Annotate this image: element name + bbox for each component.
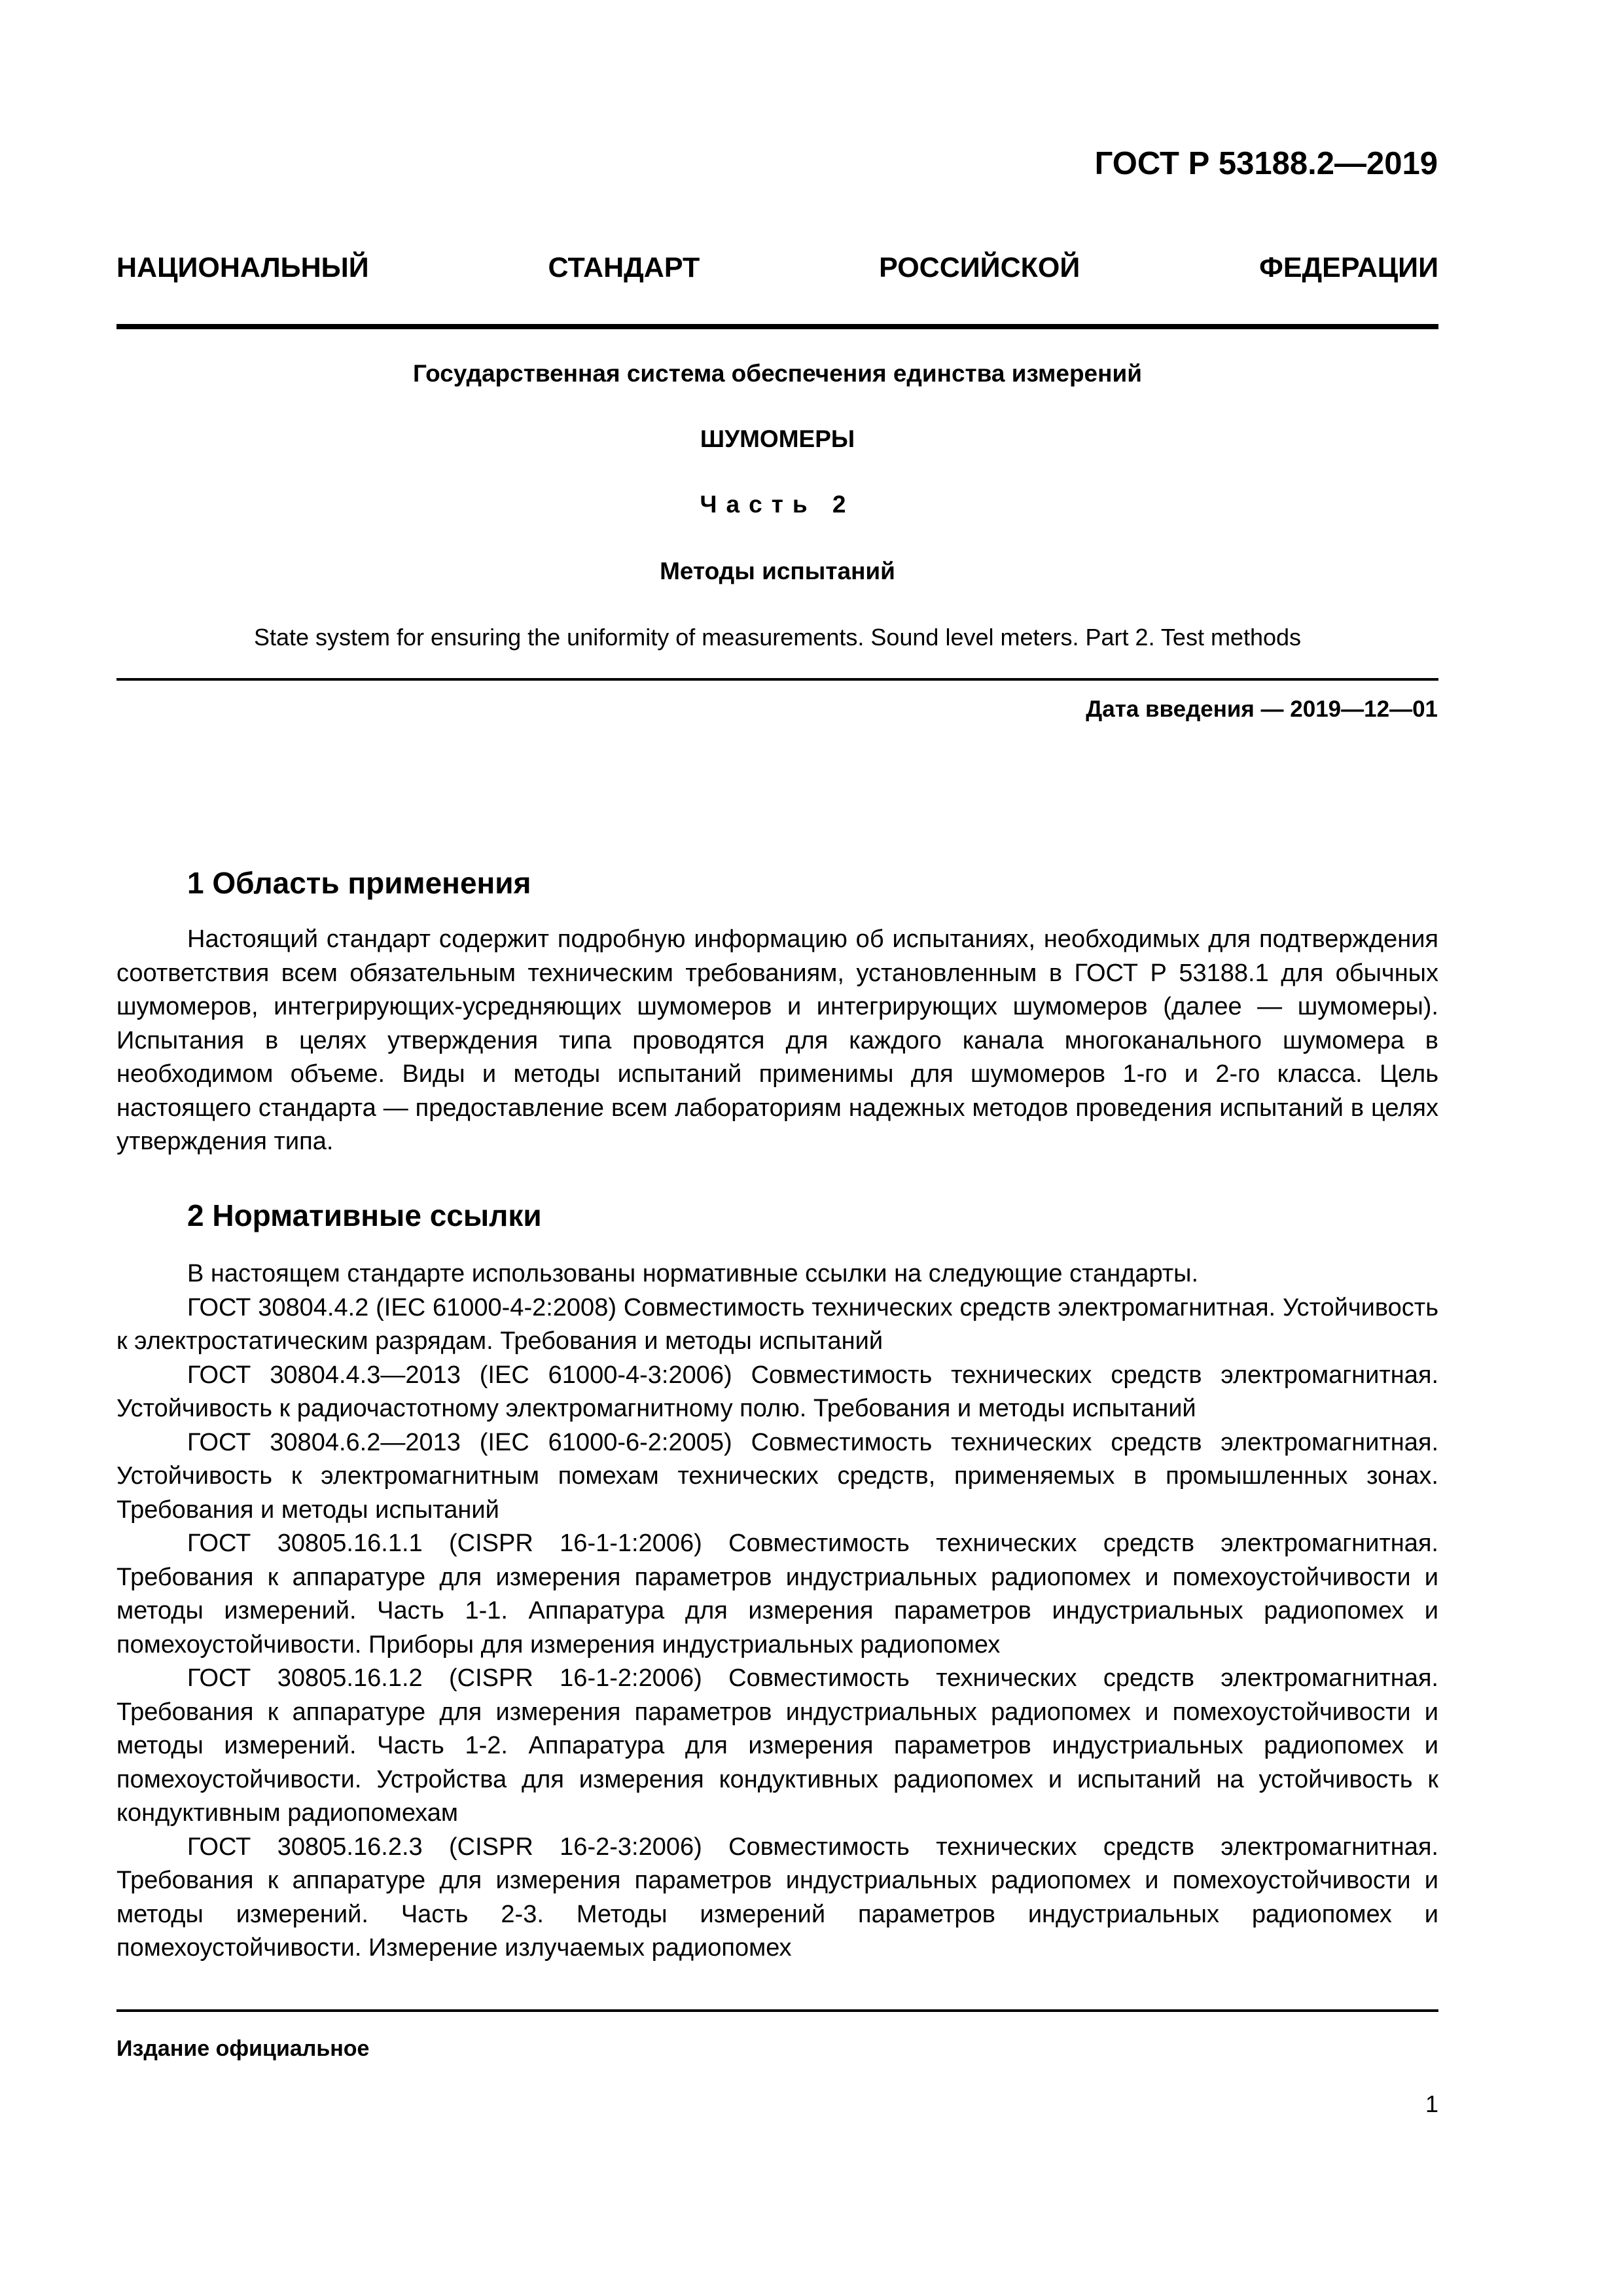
section-2-paragraph: ГОСТ 30805.16.1.2 (CISPR 16-1-2:2006) Совместимость технических средств электромагнитная. Требования к аппаратуре для измерения параметров индустриальных радиопомех и помехоустойчивости и методы измерений. Часть 1-2. Аппаратура для измерения параметров индустриальных радиопомех и помехоустойчивости. Устройства для измерения кондуктивных радиопомех и испытаний на устойчивость к кондуктивным радиопомехам — [116, 1664, 1438, 1827]
section-1-paragraph: Настоящий стандарт содержит подробную информацию об испытаниях, необходимых для подтверждения соответствия всем обязательным техническим требованиям, установленным в ГОСТ Р 53188.1 для обычных шумомеров, интегрирующих-усредняющих шумомеров и интегрирующих шумомеров (далее — шумомеры). Испытания в целях утверждения типа проводятся для каждого канала многоканального шумомера в необходимом объеме. Виды и методы испытаний применимы для шумомеров 1-го и 2-го класса. Цель настоящего стандарта — предоставление всем лабораториям надежных методов проведения испытаний в целях утверждения типа. — [116, 925, 1438, 1155]
section-2-paragraph: В настоящем стандарте использованы нормативные ссылки на следующие стандарты. — [187, 1260, 1199, 1287]
header-divider — [116, 324, 1438, 329]
national-standard-heading — [116, 252, 1438, 284]
title-divider — [116, 678, 1438, 681]
introduction-date: Дата введения — 2019—12—01 — [1086, 696, 1438, 722]
section-2-paragraph: ГОСТ 30804.6.2—2013 (IEC 61000-6-2:2005) Совместимость технических средств электромагнитная. Устойчивость к электромагнитным помехам технических средств, применяемых в промышленных зонах. Требования и методы испытаний — [116, 1428, 1438, 1524]
section-2-paragraph: ГОСТ 30805.16.1.1 (CISPR 16-1-1:2006) Совместимость технических средств электромагнитная. Требования к аппаратуре для измерения параметров индустриальных радиопомех и помехоустойчивости и методы измерений. Часть 1-1. Аппаратура для измерения параметров индустриальных радиопомех и помехоустойчивости. Приборы для измерения индустриальных радиопомех — [116, 1530, 1438, 1659]
national-word-4: ФЕДЕРАЦИИ — [1259, 252, 1438, 283]
section-2-paragraph: ГОСТ 30804.4.2 (IEC 61000-4-2:2008) Совместимость технических средств электромагнитная. Устойчивость к электростатическим разрядам. Требования и методы испытаний — [116, 1293, 1438, 1355]
section-1-title: 1 Область применения — [187, 866, 531, 900]
section-2-title: 2 Нормативные ссылки — [187, 1198, 542, 1232]
section-1-body — [116, 923, 1438, 1159]
document-number: ГОСТ Р 53188.2—2019 — [1094, 146, 1438, 181]
subject-title: ШУМОМЕРЫ — [700, 425, 855, 452]
section-2-paragraph: ГОСТ 30805.16.2.3 (CISPR 16-2-3:2006) Совместимость технических средств электромагнитная. Требования к аппаратуре для измерения параметров индустриальных радиопомех и помехоустойчивости и методы измерений. Часть 2-3. Методы измерений параметров индустриальных радиопомех и помехоустойчивости. Измерение излучаемых радиопомех — [116, 1833, 1438, 1962]
english-title: State system for ensuring the uniformity of measurements. Sound level meters. Part 2. Test methods — [253, 624, 1302, 651]
part-title: Часть 2 — [700, 491, 855, 518]
footer-divider — [116, 2009, 1438, 2012]
section-2-paragraph: ГОСТ 30804.4.3—2013 (IEC 61000-4-3:2006) Совместимость технических средств электромагнитная. Устойчивость к радиочастотному электромагнитному полю. Требования и методы испытаний — [116, 1361, 1438, 1422]
edition-label: Издание официальное — [116, 2036, 370, 2061]
national-word-2: СТАНДАРТ — [548, 252, 700, 283]
system-title: Государственная система обеспечения единства измерений — [413, 360, 1142, 387]
national-word-3: РОССИЙСКОЙ — [879, 252, 1080, 283]
methods-title: Методы испытаний — [660, 558, 895, 584]
page-number: 1 — [1425, 2090, 1438, 2117]
section-2-body — [116, 1257, 1438, 1965]
national-word-1: НАЦИОНАЛЬНЫЙ — [116, 252, 369, 283]
